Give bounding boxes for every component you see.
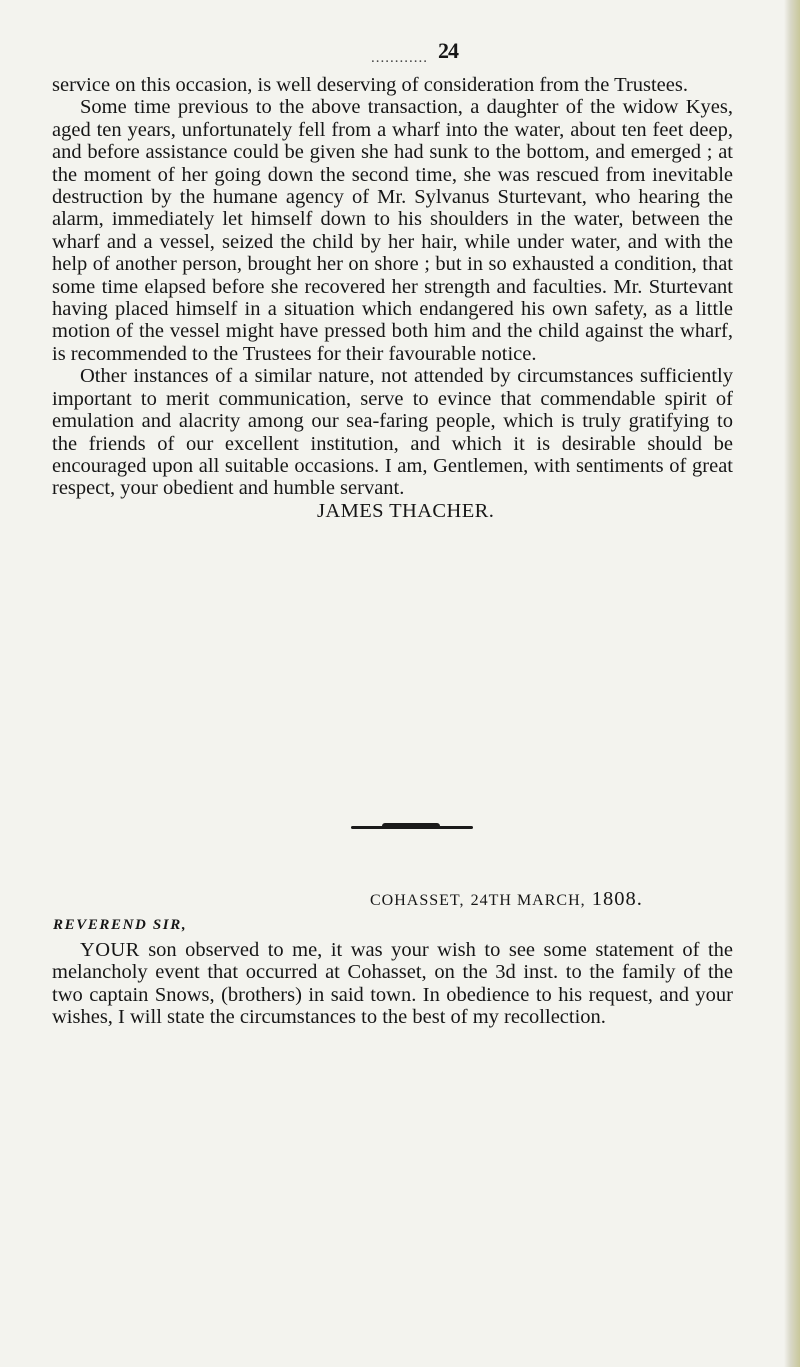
signature: JAMES THACHER. [317,499,495,522]
dateline-year: 1808. [591,888,643,910]
page-edge-shading [784,0,800,1367]
letter-body [52,939,733,1029]
header-dots: ............ [371,50,428,66]
paragraph-other-instances: Other instances of a similar nature, not attended by circumstances sufficiently important to merit communication, serve to evince that commendable spirit of emulation and alacrity among our sea-faring people, which is truly gratifying to the friends of our excellent institution, and which it is desirable should be encouraged upon all suitable occasions. I am, Gentlemen, with sentiments of great respect, your obedient and humble servant. [52,365,733,500]
letter-dateline [370,888,643,911]
letter-paragraph [52,939,733,1029]
section-divider-center [382,823,440,829]
report-text-block [52,74,733,522]
page-number: 24 [438,38,458,63]
letter-paragraph-text: son observed to me, it was your wish to see some statement of the melancholy event that occurred at Cohasset, on the 3d inst. to the family of the two captain Snows, (brothers) in said town. In obedience to his request, and your wishes, I will state the circumstances to the best of my recollection. [52,939,734,1029]
paragraph-kyes-rescue: Some time previous to the above transaction, a daughter of the widow Kyes, aged ten years, unfortunately fell from a wharf into the water, about ten feet deep, and before assistance could be given she had sunk to the bottom, and emerged ; at the moment of her going down the second time, she was rescued from inevitable destruction by the humane agency of Mr. Sylvanus Sturtevant, who hearing the alarm, immediately let himself down to his shoulders in the water, between the wharf and a vessel, seized the child by her hair, while under water, and with the help of another person, brought her on shore ; but in so exhausted a condition, that some time elapsed before she recovered her strength and faculties. Mr. Sturtevant having placed himself in a situation which endangered his own safety, as a little motion of the vessel might have pressed both him and the child against the wharf, is recommended to the Trustees for their favourable notice. [52,96,733,365]
paragraph-continuation: service on this occasion, is well deserving of consideration from the Trustees. [52,74,688,96]
dateline-date: 24TH MARCH, [470,892,586,909]
letter-salutation: REVEREND SIR, [53,917,188,933]
letter-first-word: YOUR [80,939,140,961]
dateline-place: COHASSET, [370,892,465,909]
